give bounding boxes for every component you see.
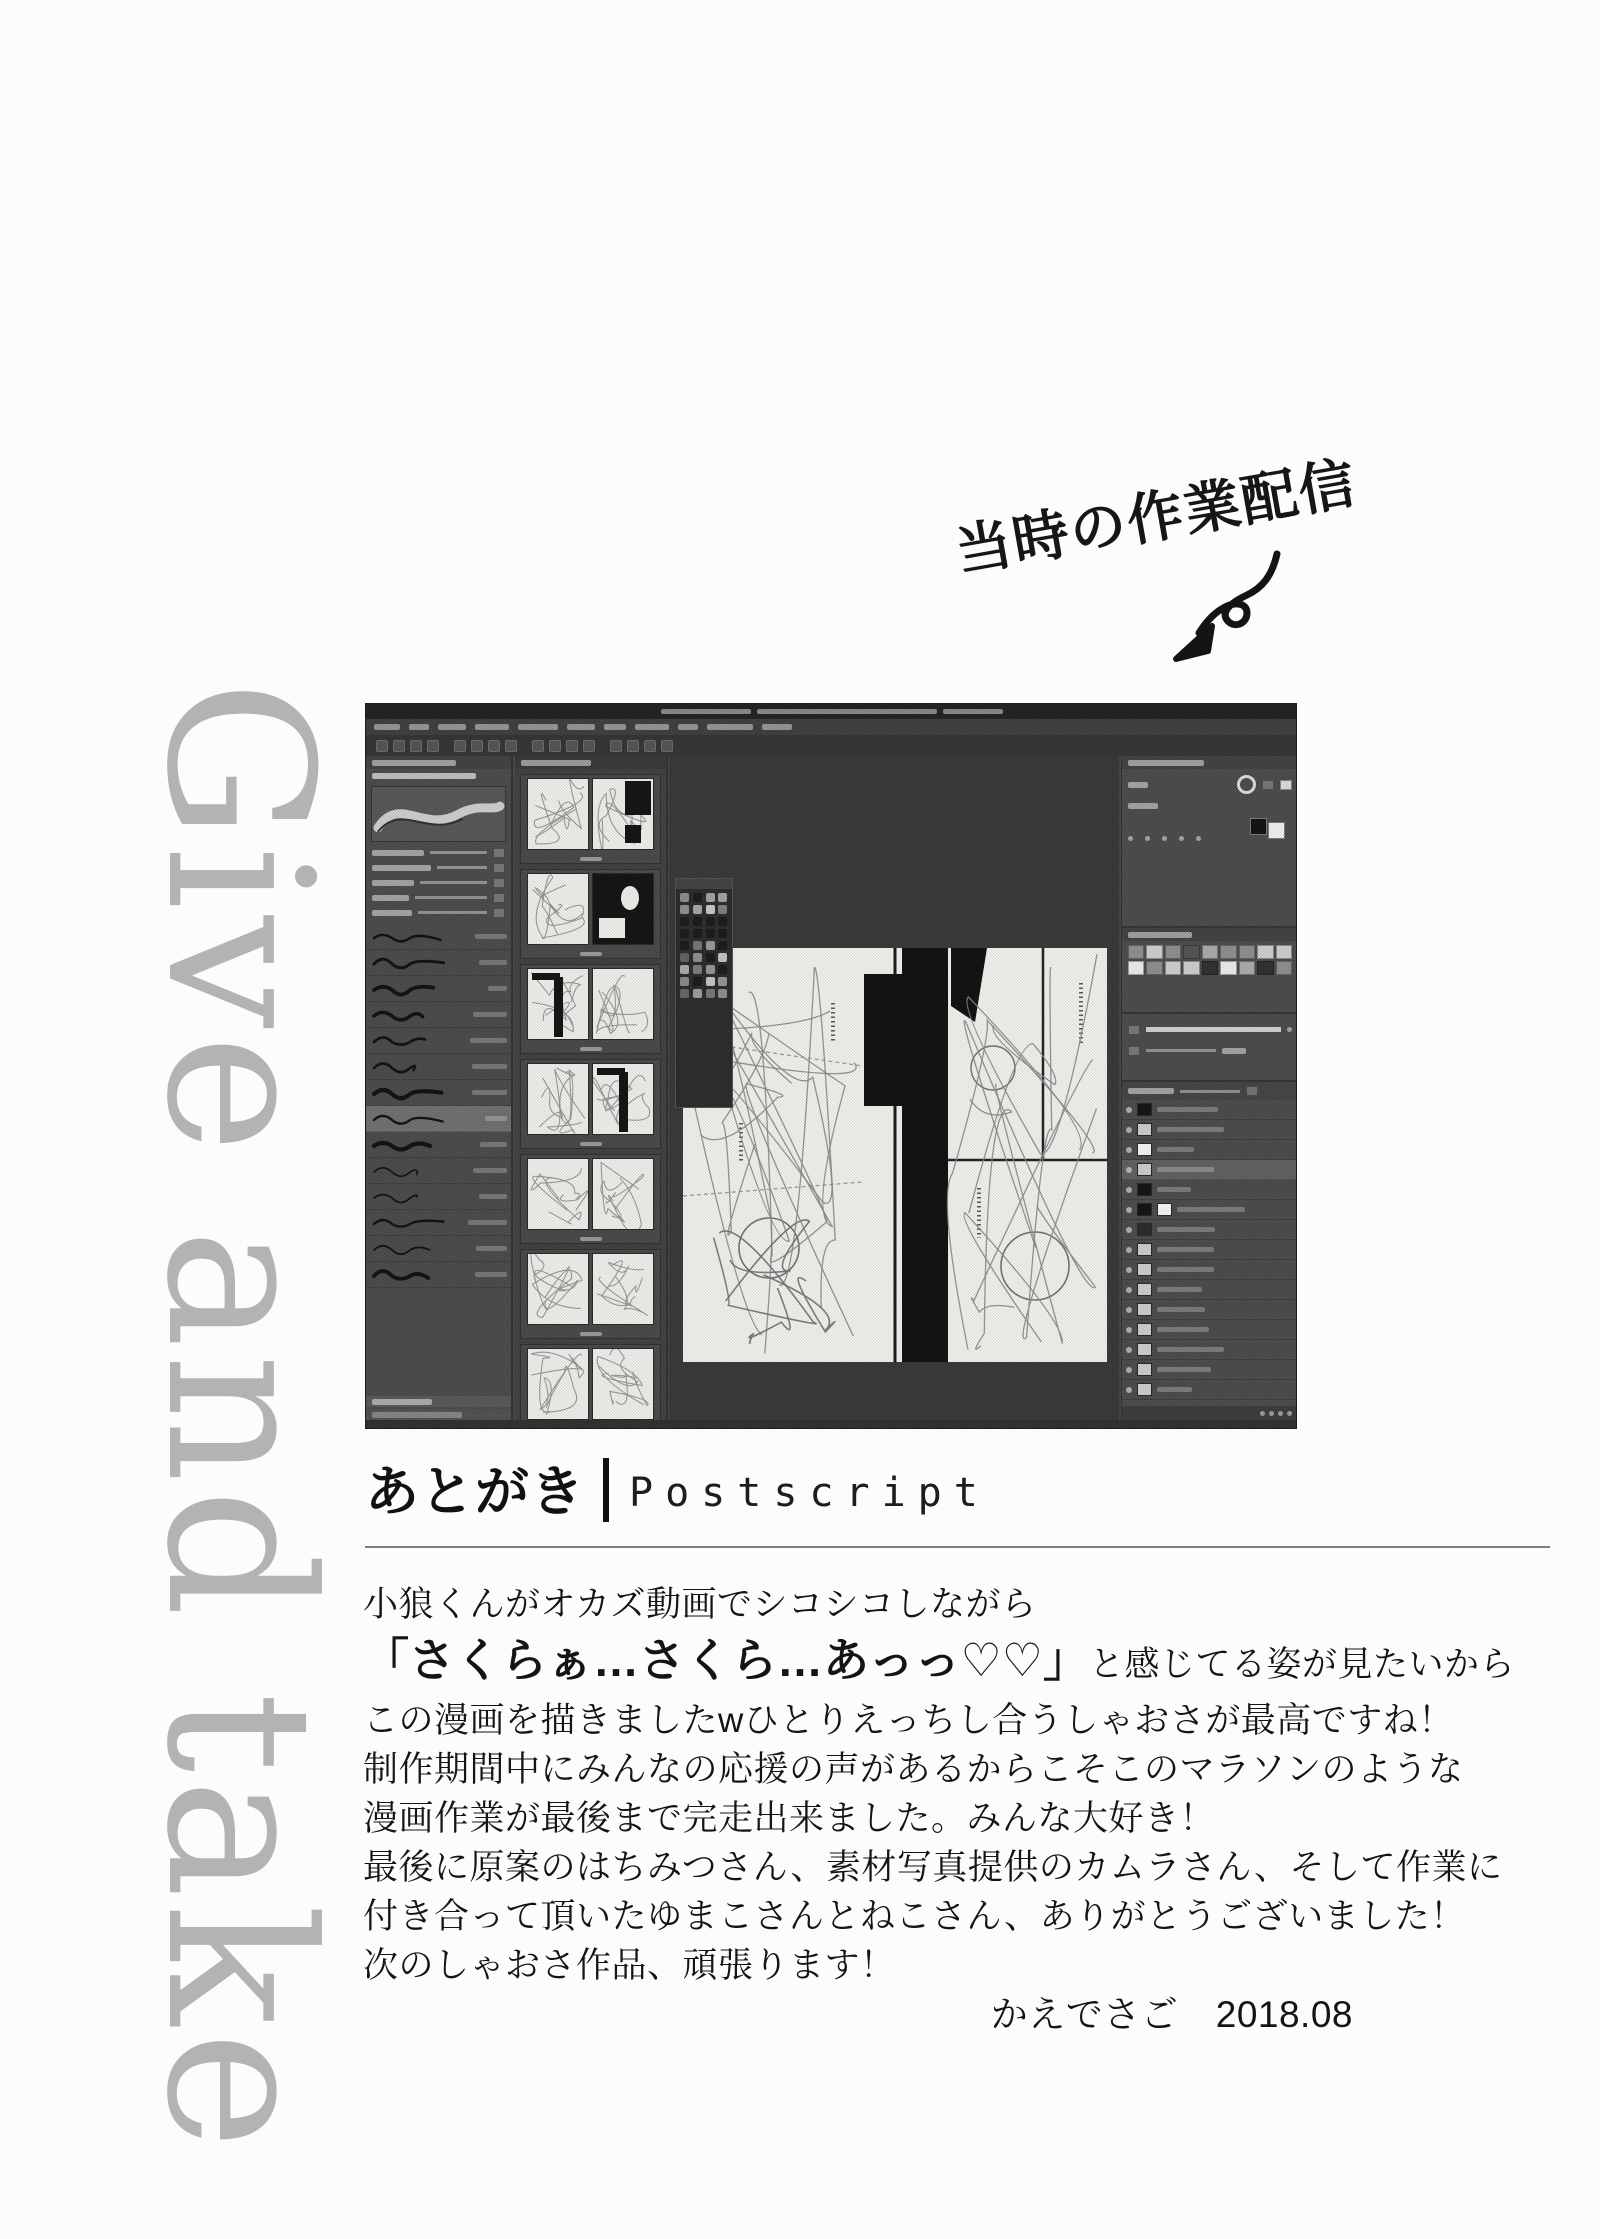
layer-thumbnail (1137, 1203, 1152, 1216)
layer-name-blur (1157, 1387, 1192, 1392)
page-number-blur (580, 952, 602, 956)
layer-name-blur (1157, 1247, 1214, 1252)
layer-row (1122, 1140, 1297, 1160)
layer-name-blur (1157, 1167, 1214, 1172)
brush-name-blur (479, 960, 507, 965)
layer-row (1122, 1200, 1297, 1220)
brush-row (366, 1080, 511, 1106)
color-chip (1146, 961, 1162, 975)
thumbnail-pair (521, 1345, 660, 1420)
menu-item-blur (707, 724, 753, 730)
brush-name-blur (476, 1246, 507, 1251)
palette-tool-icon (680, 929, 689, 938)
layer-row (1122, 1320, 1297, 1340)
palette-tool-icon (680, 953, 689, 962)
property-label-blur (372, 895, 409, 901)
brush-stroke-preview (371, 786, 506, 842)
panel-header (515, 756, 666, 769)
heading-divider (603, 1458, 609, 1522)
postscript-heading (365, 1458, 990, 1522)
property-label-blur (372, 865, 431, 871)
page-number-blur (580, 1237, 602, 1241)
layer-thumbnail (1157, 1203, 1172, 1216)
right-dock (1121, 756, 1297, 1420)
menu-item-blur (635, 724, 669, 730)
page-thumbnail (527, 778, 589, 850)
thumb-highlight (599, 918, 625, 938)
layer-visibility-icon (1126, 1247, 1132, 1253)
toolbar-icon (661, 740, 673, 752)
titlebar-text-blur (757, 709, 937, 714)
palette-tool-icon (718, 953, 727, 962)
brush-name-blur (473, 1012, 507, 1017)
property-slider (430, 851, 487, 854)
brush-name-blur (485, 1116, 508, 1121)
layer-thumbnail (1137, 1323, 1152, 1336)
palette-tool-icon (706, 989, 715, 998)
layer-thumbnail (1137, 1183, 1152, 1196)
color-panel (1122, 756, 1297, 928)
layer-row (1122, 1220, 1297, 1240)
panel-header (1122, 928, 1297, 941)
palette-tool-icon (706, 953, 715, 962)
layer-name-blur (1177, 1207, 1245, 1212)
page-number-blur (580, 1142, 602, 1146)
color-chip (1220, 945, 1236, 959)
toolbar-icon (583, 740, 595, 752)
paint-app-screenshot (365, 703, 1297, 1429)
layer-visibility-icon (1126, 1367, 1132, 1373)
page-thumbnail-cell (520, 1154, 661, 1244)
menu-item-blur (475, 724, 509, 730)
palette-tool-icon (706, 965, 715, 974)
toolbar-icon (376, 740, 388, 752)
toolbar-icon (488, 740, 500, 752)
page-thumbnail-cell (520, 964, 661, 1054)
color-chip (1128, 945, 1144, 959)
toolbar-icon (566, 740, 578, 752)
toolbar-icon (471, 740, 483, 752)
emphasized-quote: 「さくらぁ…さくら…あっっ♡♡」 (363, 1634, 1090, 1686)
layer-name-blur (1157, 1107, 1218, 1112)
property-label-blur (372, 850, 424, 856)
body-line: 漫画作業が最後まで完走出来ました。みんな大好き！ (363, 1799, 1216, 1838)
toolbar-icon (393, 740, 405, 752)
brush-row (366, 1002, 511, 1028)
brush-name-blur (472, 1090, 507, 1095)
brush-row (366, 1262, 511, 1288)
layer-row (1122, 1160, 1297, 1180)
page-thumbnail (527, 873, 589, 945)
page-thumbnail-cell (520, 774, 661, 864)
palette-tool-icon (693, 917, 702, 926)
property-slider (437, 866, 487, 869)
page-thumbnail (527, 1348, 589, 1420)
color-chip (1239, 961, 1255, 975)
palette-tool-icon (718, 929, 727, 938)
layer-thumbnail (1137, 1363, 1152, 1376)
palette-tool-icon (693, 977, 702, 986)
layer-row (1122, 1180, 1297, 1200)
layer-thumbnail (1137, 1383, 1152, 1396)
palette-tool-icon (706, 893, 715, 902)
property-row (366, 875, 511, 890)
layer-panel (1122, 1100, 1297, 1400)
toolbar-icon (627, 740, 639, 752)
menu-item-blur (678, 724, 698, 730)
layer-name-blur (1157, 1327, 1209, 1332)
property-value-box (493, 878, 505, 888)
layer-row (1122, 1100, 1297, 1120)
property-row (366, 845, 511, 860)
palette-tool-icon (718, 917, 727, 926)
main-color-swatch (1250, 818, 1267, 835)
toolbar-icon (454, 740, 466, 752)
layer-name-blur (1157, 1267, 1214, 1272)
palette-tool-icon (706, 905, 715, 914)
thumb-censor-bar (619, 1072, 628, 1132)
page-number-blur (580, 1047, 602, 1051)
titlebar-text-blur (661, 709, 751, 714)
brush-row (366, 950, 511, 976)
palette-tool-icon (693, 989, 702, 998)
property-value-box (493, 893, 505, 903)
page-list-panel (515, 756, 668, 1420)
color-chip (1165, 945, 1181, 959)
brush-name-blur (479, 1194, 507, 1199)
layer-name-blur (1157, 1127, 1224, 1132)
thumbnail-pair (521, 965, 660, 1040)
palette-tool-icon (680, 941, 689, 950)
palette-tool-icon (680, 977, 689, 986)
color-set-grid (1122, 941, 1297, 979)
palette-tool-icon (718, 905, 727, 914)
menu-item-blur (518, 724, 558, 730)
postscript-rule (365, 1546, 1550, 1548)
side-vertical-title: Give and take (122, 680, 355, 2156)
brush-size-panel (1122, 1022, 1297, 1082)
layer-row (1122, 1360, 1297, 1380)
toolbar-icon (644, 740, 656, 752)
tool-property-panel (366, 756, 513, 1420)
palette-tool-icon (680, 905, 689, 914)
property-row (366, 905, 511, 920)
manga-spread (683, 948, 1107, 1362)
postscript-heading-en: Postscript (629, 1470, 990, 1516)
brush-name-blur (488, 986, 507, 991)
palette-tool-icon (693, 953, 702, 962)
palette-tool-icon (706, 917, 715, 926)
page-thumbnail-cell (520, 1249, 661, 1339)
brush-row (366, 1106, 511, 1132)
thumbnail-pair (521, 775, 660, 850)
thumb-ink-blob (625, 825, 641, 843)
menu-item-blur (409, 724, 429, 730)
app-titlebar (366, 704, 1297, 719)
property-row (366, 860, 511, 875)
color-wheel-icon (1237, 775, 1256, 794)
layer-visibility-icon (1126, 1147, 1132, 1153)
layer-thumbnail (1137, 1243, 1152, 1256)
property-slider (420, 881, 487, 884)
layer-visibility-icon (1126, 1107, 1132, 1113)
layer-visibility-icon (1126, 1127, 1132, 1133)
brush-row (366, 1054, 511, 1080)
body-line: 「さくらぁ…さくら…あっっ♡♡」と感じてる姿が見たいから (363, 1634, 1516, 1686)
brush-name-blur (470, 1038, 507, 1043)
layer-name-blur (1157, 1367, 1211, 1372)
menu-item-blur (438, 724, 466, 730)
layer-thumbnail (1137, 1123, 1152, 1136)
property-label-blur (372, 880, 414, 886)
body-line: 小狼くんがオカズ動画でシコシコしながら (363, 1585, 1037, 1624)
color-chip (1183, 945, 1199, 959)
layer-row (1122, 1260, 1297, 1280)
thumbnail-pair (521, 870, 660, 945)
layer-thumbnail (1137, 1223, 1152, 1236)
tool-panel-footer (366, 1394, 511, 1420)
color-chip (1202, 961, 1218, 975)
postscript-body (363, 1580, 1558, 2039)
palette-tool-icon (706, 929, 715, 938)
layer-visibility-icon (1126, 1347, 1132, 1353)
brush-list (366, 924, 511, 1288)
palette-tool-icon (693, 941, 702, 950)
layer-visibility-icon (1126, 1287, 1132, 1293)
toolbar-icon (410, 740, 422, 752)
layer-visibility-icon (1126, 1267, 1132, 1273)
layer-thumbnail (1137, 1343, 1152, 1356)
page-number-blur (580, 1332, 602, 1336)
brush-name-blur (475, 1272, 507, 1277)
canvas-area (669, 756, 1119, 1420)
brush-row (366, 1158, 511, 1184)
thumbnail-pair (521, 1250, 660, 1325)
layer-panel-footer (1122, 1406, 1297, 1420)
layer-thumbnail (1137, 1143, 1152, 1156)
tool-name-row (366, 769, 511, 783)
brush-name-blur (480, 1142, 507, 1147)
brush-row (366, 1236, 511, 1262)
brush-row (366, 1210, 511, 1236)
thumb-top-bar (597, 1068, 625, 1075)
palette-tool-icon (680, 917, 689, 926)
brush-row (366, 1132, 511, 1158)
layer-name-blur (1157, 1147, 1194, 1152)
layer-visibility-icon (1126, 1327, 1132, 1333)
palette-tool-icon (693, 929, 702, 938)
body-line: 制作期間中にみんなの応援の声があるからこそこのマラソンのような (363, 1750, 1464, 1789)
palette-tool-icon (718, 965, 727, 974)
page-thumbnail (527, 968, 589, 1040)
brush-name-blur (473, 1168, 507, 1173)
layer-visibility-icon (1126, 1207, 1132, 1213)
handwritten-note: 当時の作業配信 (950, 450, 1362, 584)
brush-name-blur (468, 1220, 507, 1225)
menu-item-blur (374, 724, 400, 730)
postscript-heading-jp: あとがき (365, 1461, 585, 1522)
palette-tool-icon (693, 893, 702, 902)
thumb-ink-blob (625, 781, 651, 815)
body-line: 次のしゃおさ作品、頑張ります！ (363, 1946, 896, 1985)
floating-tool-palette (675, 878, 733, 1108)
palette-tool-icon (718, 989, 727, 998)
palette-tool-icon (706, 941, 715, 950)
app-toolbar (366, 735, 1297, 756)
page-thumbnail (592, 873, 654, 945)
page-thumbnail (592, 1253, 654, 1325)
layer-row (1122, 1280, 1297, 1300)
brush-name-blur (475, 934, 507, 939)
property-label-blur (372, 910, 412, 916)
layer-thumbnail (1137, 1303, 1152, 1316)
color-chip (1276, 961, 1292, 975)
thumb-top-bar (532, 973, 560, 980)
layer-row (1122, 1340, 1297, 1360)
palette-tool-icon (680, 893, 689, 902)
layer-row (1122, 1380, 1297, 1400)
thumbnail-pair (521, 1060, 660, 1135)
color-set-panel (1122, 928, 1297, 1014)
property-row (366, 890, 511, 905)
page-thumbnail-cell (520, 1344, 661, 1420)
layer-name-blur (1157, 1347, 1224, 1352)
property-slider (418, 911, 487, 914)
page-thumbnail (527, 1158, 589, 1230)
menu-item-blur (762, 724, 792, 730)
layer-name-blur (1157, 1307, 1205, 1312)
thumb-censor-bar (554, 977, 563, 1037)
page-thumbnail (527, 1063, 589, 1135)
palette-tool-icon (680, 965, 689, 974)
toolbar-icon (505, 740, 517, 752)
color-chip (1146, 945, 1162, 959)
color-chip (1257, 945, 1273, 959)
menu-item-blur (567, 724, 595, 730)
color-chip (1128, 961, 1144, 975)
thumbnail-pair (521, 1155, 660, 1230)
page-thumbnail-cell (520, 1059, 661, 1149)
palette-grid (676, 889, 732, 1002)
body-line: 付き合って頂いたゆまこさんとねこさん、ありがとうございました！ (363, 1897, 1466, 1936)
layer-row (1122, 1240, 1297, 1260)
property-rows (366, 845, 511, 920)
palette-tool-icon (718, 893, 727, 902)
layer-visibility-icon (1126, 1387, 1132, 1393)
brush-row (366, 1028, 511, 1054)
status-bar (366, 1420, 1297, 1429)
layer-thumbnail (1137, 1263, 1152, 1276)
layer-panel-header (1122, 1082, 1297, 1100)
body-line: この漫画を描きましたwひとりえっちし合うしゃおさが最高ですね！ (363, 1701, 1454, 1740)
color-chip (1239, 945, 1255, 959)
palette-header (676, 879, 732, 889)
page-number-blur (580, 857, 602, 861)
layer-row (1122, 1300, 1297, 1320)
page-thumbnail (592, 1348, 654, 1420)
property-slider (415, 896, 487, 899)
panel-header (1122, 756, 1297, 769)
toolbar-icon (532, 740, 544, 752)
panel-header (366, 756, 511, 769)
color-chip (1257, 961, 1273, 975)
color-chip (1202, 945, 1218, 959)
color-chip (1276, 945, 1292, 959)
layer-visibility-icon (1126, 1227, 1132, 1233)
page-thumbnail-cell (520, 869, 661, 959)
body-line: 最後に原案のはちみつさん、素材写真提供のカムラさん、そして作業に (363, 1848, 1503, 1887)
layer-thumbnail (1137, 1283, 1152, 1296)
toolbar-icon (610, 740, 622, 752)
page-thumbnail (527, 1253, 589, 1325)
property-value-box (493, 848, 505, 858)
color-chip (1165, 961, 1181, 975)
property-value-box (493, 908, 505, 918)
brush-name-blur (472, 1064, 507, 1069)
palette-tool-icon (680, 989, 689, 998)
color-chip (1220, 961, 1236, 975)
titlebar-text-blur (943, 709, 1003, 714)
toolbar-icon (427, 740, 439, 752)
color-chip (1183, 961, 1199, 975)
page-thumbnail (592, 1063, 654, 1135)
palette-tool-icon (706, 977, 715, 986)
palette-tool-icon (718, 941, 727, 950)
layer-row (1122, 1120, 1297, 1140)
palette-tool-icon (693, 905, 702, 914)
brush-row (366, 924, 511, 950)
layer-name-blur (1157, 1187, 1191, 1192)
toolbar-icon (549, 740, 561, 752)
property-value-box (493, 863, 505, 873)
layer-name-blur (1157, 1227, 1215, 1232)
signature: かえでさご 2018.08 (990, 1994, 1353, 2035)
brush-row (366, 1184, 511, 1210)
layer-visibility-icon (1126, 1167, 1132, 1173)
app-menubar (366, 719, 1297, 735)
page-thumbnail (592, 778, 654, 850)
thumb-highlight (621, 886, 639, 910)
layer-name-blur (1157, 1287, 1202, 1292)
page-thumbnail (592, 968, 654, 1040)
palette-tool-icon (693, 965, 702, 974)
layer-thumbnail (1137, 1163, 1152, 1176)
palette-tool-icon (718, 977, 727, 986)
brush-row (366, 976, 511, 1002)
layer-thumbnail (1137, 1103, 1152, 1116)
page-thumbnail (592, 1158, 654, 1230)
menu-item-blur (604, 724, 626, 730)
layer-visibility-icon (1126, 1187, 1132, 1193)
sub-color-swatch (1268, 822, 1285, 839)
layer-visibility-icon (1126, 1307, 1132, 1313)
